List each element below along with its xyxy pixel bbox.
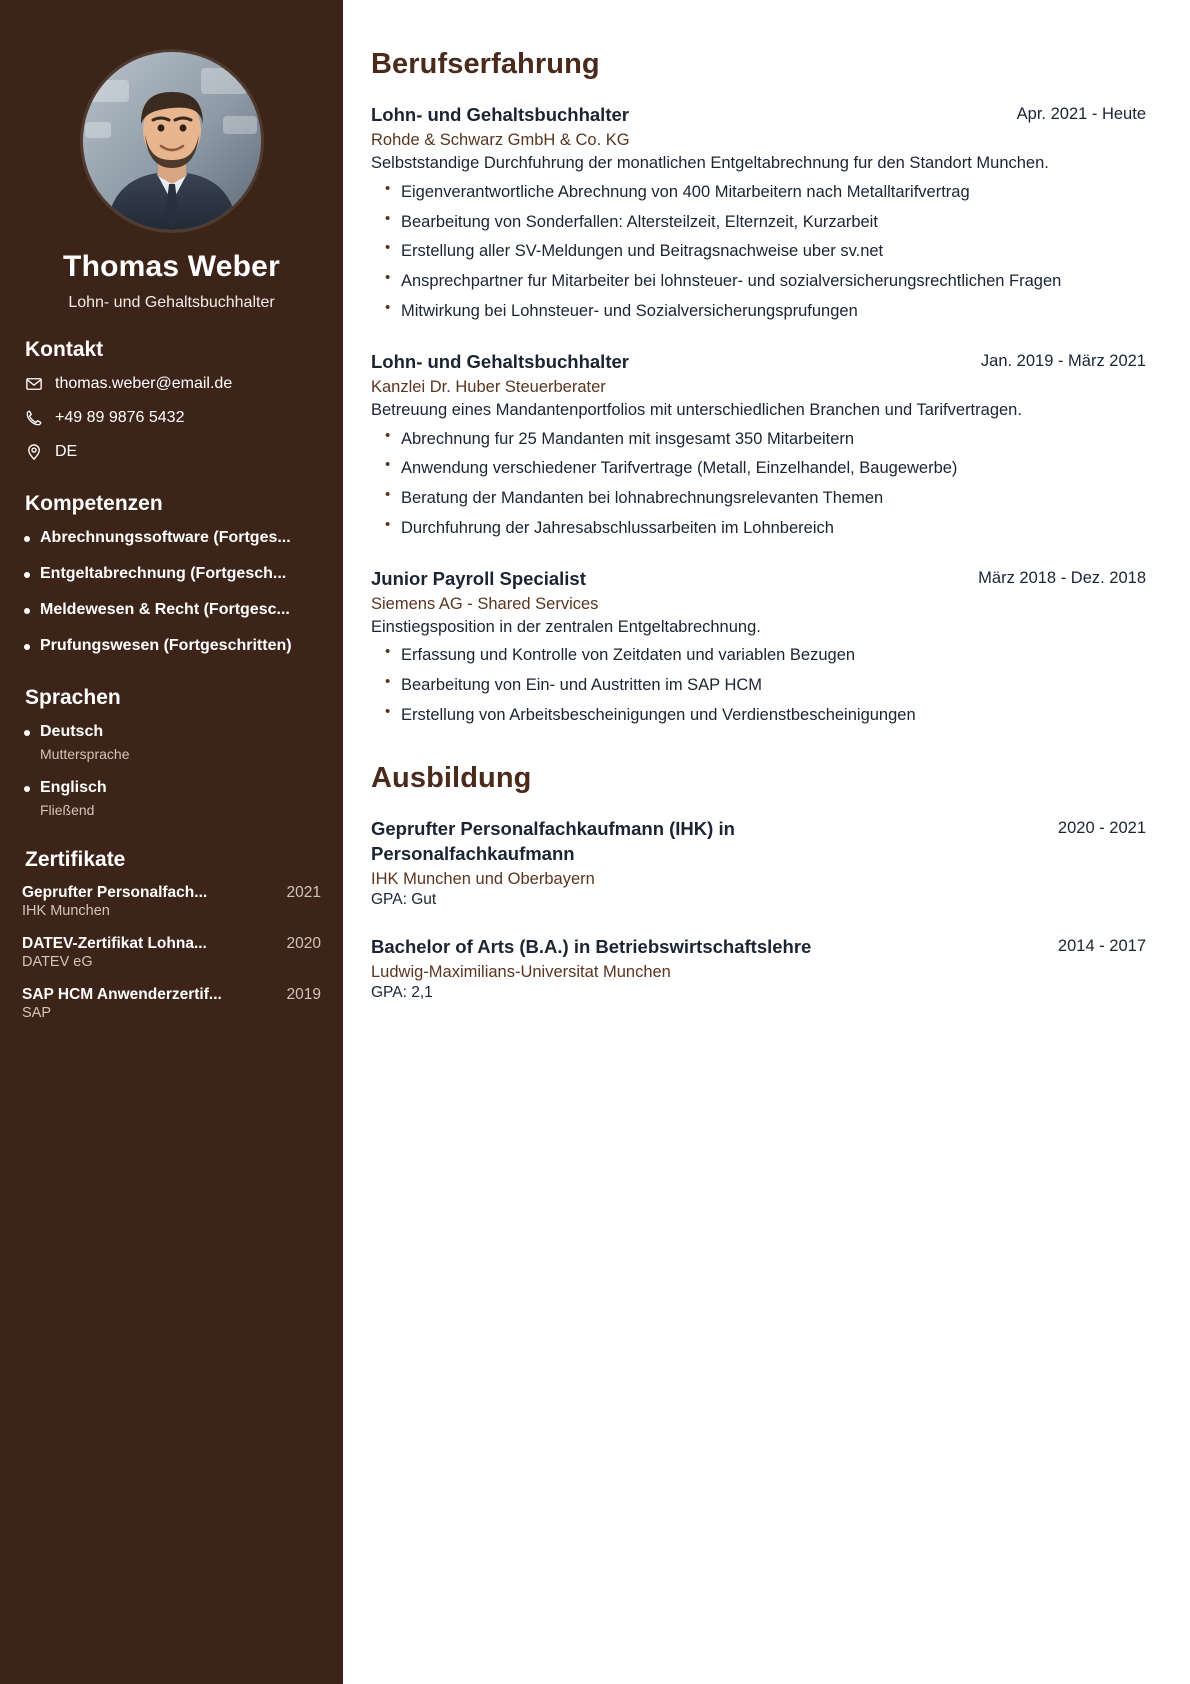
experience-entry-header (371, 103, 1146, 128)
list-item: Entgeltabrechnung (Fortgesch... (22, 564, 321, 584)
skills-heading: Kompetenzen (25, 492, 163, 515)
contact-location (24, 442, 321, 462)
contact-email-value: thomas.weber@email.de (55, 375, 233, 393)
languages-heading: Sprachen (25, 686, 121, 709)
list-item: • Erfassung und Kontrolle von Zeitdaten und variablen Bezugen (371, 643, 1146, 668)
list-item: • Eigenverantwortliche Abrechnung von 400 Mitarbeitern nach Metalltarifvertrag (371, 180, 1146, 205)
certificate-issuer: DATEV eG (22, 953, 93, 970)
experience-summary: Selbststandige Durchfuhrung der monatlichen Entgeltabrechnung fur den Standort Munchen. (371, 153, 1049, 172)
certificate-name: DATEV-Zertifikat Lohna... (22, 934, 207, 952)
experience-entry-header (371, 567, 1146, 592)
certificate-header (22, 935, 321, 953)
experience-entry (371, 103, 1146, 324)
certificate-header (22, 986, 321, 1004)
education-degree: Geprufter Personalfachkaufmann (IHK) in Personalfachkaufmann (371, 817, 735, 864)
education-school: Ludwig-Maximilians-Universitat Munchen (371, 962, 671, 981)
language-level: Muttersprache (40, 745, 130, 762)
experience-date: Apr. 2021 - Heute (1016, 105, 1146, 123)
contact-heading: Kontakt (25, 338, 104, 361)
education-entry-header (371, 817, 1146, 867)
list-item: • Erstellung aller SV-Meldungen und Beitragsnachweise uber sv.net (371, 239, 1146, 264)
certificates-heading: Zertifikate (25, 847, 126, 871)
main-content (343, 0, 1190, 1684)
education-entry-header (371, 935, 1146, 960)
experience-duties (371, 427, 1146, 541)
languages-section (0, 686, 343, 818)
list-item (22, 884, 321, 919)
language-name: Englisch (22, 778, 321, 799)
list-item: • Mitwirkung bei Lohnsteuer- und Sozialversicherungsprufungen (371, 299, 1146, 324)
list-item: • Durchfuhrung der Jahresabschlussarbeiten im Lohnbereich (371, 516, 1146, 541)
experience-duties (371, 180, 1146, 324)
list-item: Abrechnungssoftware (Fortges... (22, 528, 321, 548)
experience-organization: Rohde & Schwarz GmbH & Co. KG (371, 130, 630, 149)
language-name: Deutsch (22, 722, 321, 743)
list-item: • Ansprechpartner fur Mitarbeiter bei lohnsteuer- und sozialversicherungsrechtlichen Fragen (371, 269, 1146, 294)
phone-icon (24, 408, 44, 428)
skills-section (0, 492, 343, 656)
experience-duties (371, 643, 1146, 727)
education-heading: Ausbildung (371, 761, 532, 794)
certificate-year: 2021 (286, 883, 321, 901)
education-date: 2020 - 2021 (1057, 818, 1146, 837)
avatar-wrap (0, 0, 343, 230)
education-gpa: GPA: Gut (371, 890, 437, 908)
list-item: Prufungswesen (Fortgeschritten) (22, 636, 321, 656)
list-item: • Abrechnung fur 25 Mandanten mit insgesamt 350 Mitarbeitern (371, 427, 1146, 452)
certificate-name: Geprufter Personalfach... (22, 883, 208, 901)
experience-role: Lohn- und Gehaltsbuchhalter (371, 350, 629, 372)
list-item: • Anwendung verschiedener Tarifvertrage (Metall, Einzelhandel, Baugewerbe) (371, 456, 1146, 481)
envelope-icon (24, 374, 44, 394)
list-item: • Beratung der Mandanten bei lohnabrechnungsrelevanten Themen (371, 486, 1146, 511)
experience-date: Jan. 2019 - März 2021 (980, 351, 1146, 370)
experience-summary: Betreuung eines Mandantenportfolios mit unterschiedlichen Branchen und Tarifvertragen. (371, 400, 1022, 419)
list-item (22, 778, 321, 818)
education-school: IHK Munchen und Oberbayern (371, 869, 595, 888)
certificate-issuer: IHK Munchen (22, 902, 110, 919)
list-item: • Erstellung von Arbeitsbescheinigungen und Verdienstbescheinigungen (371, 703, 1146, 728)
certificate-year: 2019 (286, 985, 321, 1003)
experience-summary: Einstiegsposition in der zentralen Entgeltabrechnung. (371, 617, 761, 636)
list-item: • Bearbeitung von Sonderfallen: Altersteilzeit, Elternzeit, Kurzarbeit (371, 210, 1146, 235)
list-item: • Bearbeitung von Ein- und Austritten im SAP HCM (371, 673, 1146, 698)
list-item (22, 986, 321, 1021)
experience-entry (371, 567, 1146, 728)
contact-section (0, 338, 343, 462)
education-degree: Bachelor of Arts (B.A.) in Betriebswirtschaftslehre (371, 935, 812, 957)
list-item (22, 722, 321, 762)
experience-role: Lohn- und Gehaltsbuchhalter (371, 104, 629, 125)
profile-photo-icon (83, 52, 261, 230)
avatar (83, 52, 261, 230)
certificate-name: SAP HCM Anwenderzertif... (22, 985, 222, 1003)
sidebar (0, 0, 343, 1684)
certificate-header (22, 884, 321, 902)
language-level: Fließend (40, 801, 95, 818)
list-item (22, 935, 321, 970)
contact-phone-value: +49 89 9876 5432 (55, 409, 185, 427)
experience-entry-header (371, 350, 1146, 375)
certificate-issuer: SAP (22, 1004, 52, 1021)
person-job-title: Lohn- und Gehaltsbuchhalter (68, 294, 275, 311)
education-gpa: GPA: 2,1 (371, 983, 433, 1001)
experience-role: Junior Payroll Specialist (371, 567, 586, 589)
contact-location-value: DE (55, 443, 78, 461)
contact-phone[interactable] (24, 408, 321, 428)
certificate-year: 2020 (286, 934, 321, 952)
education-date: 2014 - 2017 (1057, 936, 1146, 955)
experience-heading: Berufserfahrung (371, 48, 600, 80)
experience-organization: Siemens AG - Shared Services (371, 594, 599, 613)
education-entry (371, 935, 1146, 1002)
experience-organization: Kanzlei Dr. Huber Steuerberater (371, 377, 606, 396)
experience-entry (371, 350, 1146, 541)
certificates-section (0, 848, 343, 1021)
location-pin-icon (24, 442, 44, 462)
experience-date: März 2018 - Dez. 2018 (978, 568, 1146, 587)
skills-list (22, 528, 321, 656)
education-entry (371, 817, 1146, 909)
person-name: Thomas Weber (63, 250, 280, 283)
list-item: Meldewesen & Recht (Fortgesc... (22, 600, 321, 620)
contact-email[interactable] (24, 374, 321, 394)
